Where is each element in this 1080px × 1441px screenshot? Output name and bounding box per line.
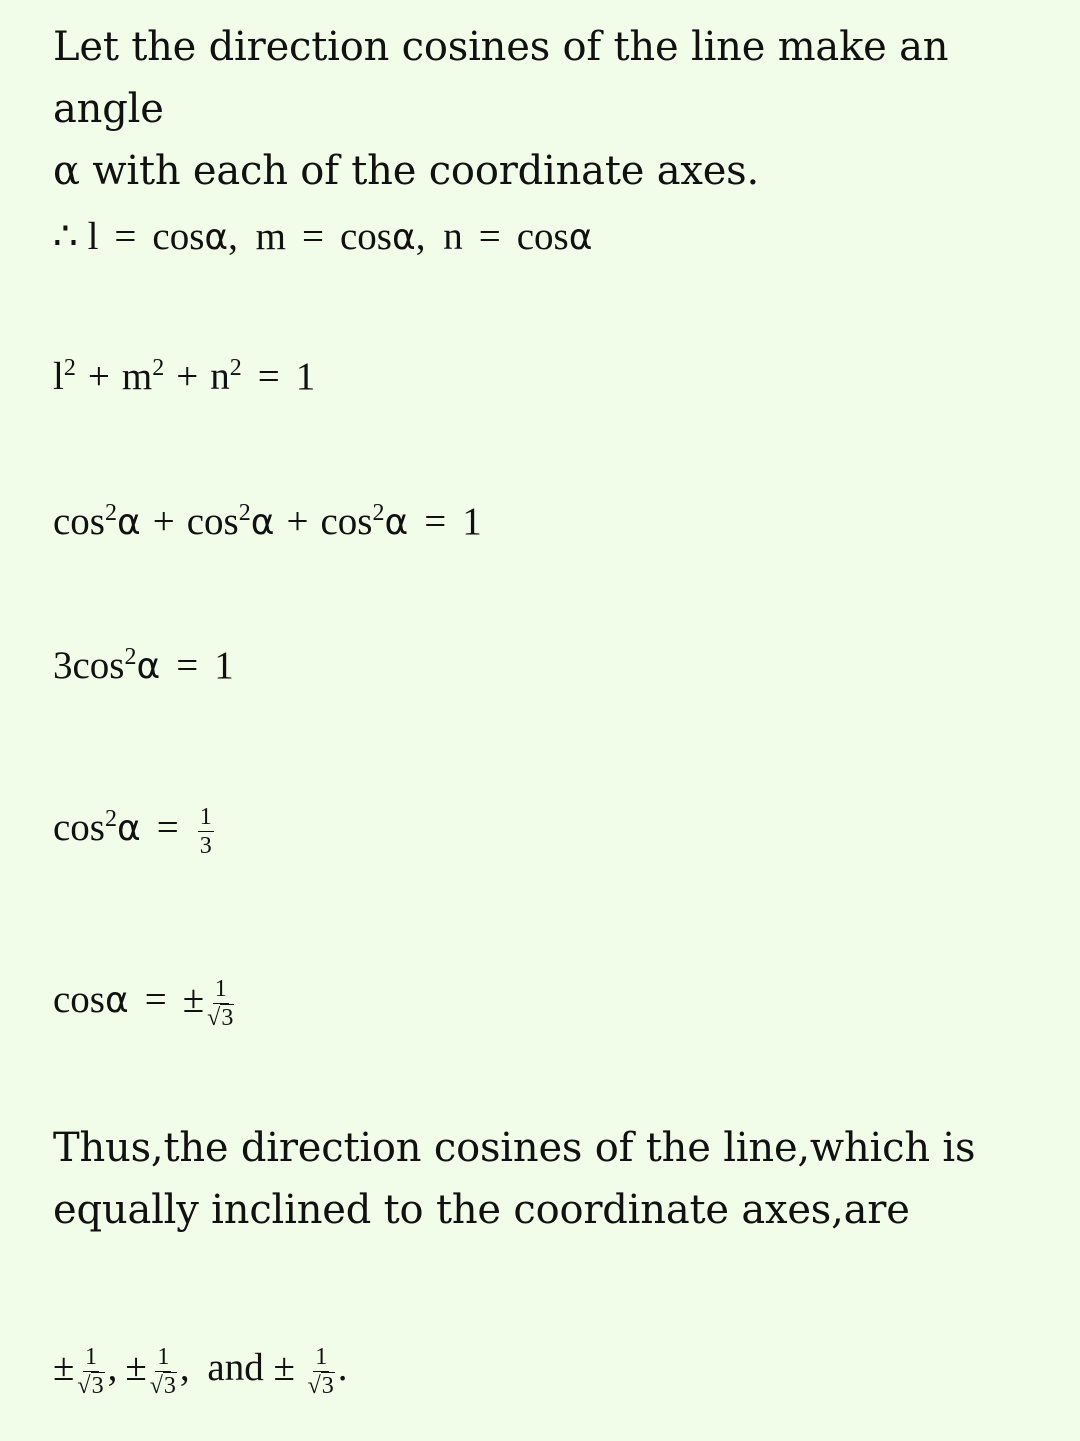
exponent: 2 [152,355,165,381]
and-text: and [207,1346,264,1389]
cos-text: cos [152,215,205,258]
numerator: 1 [199,803,212,830]
plus-sign: + [286,500,309,543]
comma: , [179,1346,190,1389]
var-m: m [255,215,286,258]
radical-sign: √ [149,1372,163,1399]
exponent: 2 [105,806,117,832]
cos-text: cos [340,215,392,258]
sqrt-symbol [308,1374,335,1398]
alpha-symbol: α [117,808,141,849]
sqrt-symbol [150,1374,177,1398]
comma: , [228,215,238,258]
var-l: l [87,215,99,258]
conclusion-line-1: Thus,the direction cosines of the line,which is [53,1125,976,1171]
alpha-symbol: α [117,502,141,543]
intro-line-1: Let the direction cosines of the line make an angle [53,24,949,132]
exponent: 2 [105,500,117,526]
intro-line-2: α with each of the coordinate axes. [53,148,760,194]
radical-sign: √ [207,1004,221,1031]
cos-text: cos [516,215,569,258]
cos-text: cos [53,500,105,543]
exponent: 2 [63,355,76,381]
equation-cos-squared [53,803,217,858]
equation-sum-squares [53,352,315,402]
therefore-symbol: ∴ [53,215,78,258]
var-m: m [121,355,153,398]
plus-minus-sign: ± [182,978,205,1021]
alpha-symbol: α [136,646,161,687]
intro-paragraph [53,16,1043,202]
var-n: n [443,215,463,258]
equation-cos-sum [53,497,482,548]
numerator: 1 [84,1343,97,1370]
cos-text: cos [186,500,239,543]
plus-minus-sign: ± [53,1346,75,1389]
one: 1 [462,500,482,543]
one: 1 [295,355,316,398]
fraction-one-over-root-three [207,977,234,1030]
equation-final-answer [53,1343,348,1398]
period: . [337,1346,348,1389]
conclusion-line-2: equally inclined to the coordinate axes,are [53,1187,910,1233]
fraction-one-over-root-three [308,1345,335,1398]
plus-minus-sign: ± [125,1346,147,1389]
one: 1 [214,644,234,687]
equation-cos-alpha [53,975,237,1030]
eq-sign: = [144,978,167,1021]
denominator [207,1004,234,1030]
exponent: 2 [229,355,242,381]
plus-sign: + [87,355,110,398]
alpha-symbol: α [250,502,275,543]
eq-sign: = [302,215,324,258]
equation-three-cos [53,641,234,692]
radicand: 3 [321,1372,334,1399]
exponent: 2 [124,644,137,670]
comma: , [107,1346,118,1389]
radical-sign: √ [307,1372,321,1399]
eq-sign: = [257,355,280,398]
eq-sign: = [424,500,447,543]
cos-text: cos [53,978,105,1021]
equation-direction-cosines [53,212,592,263]
eq-sign: = [478,215,501,258]
eq-sign: = [176,644,199,687]
sqrt-symbol [77,1374,104,1398]
conclusion-paragraph [53,1117,1043,1241]
three-cos-text: 3cos [53,644,125,687]
alpha-symbol: α [204,217,229,258]
exponent: 2 [372,500,385,526]
numerator: 1 [315,1343,328,1370]
denominator [77,1372,104,1398]
radicand: 3 [91,1372,104,1399]
fraction-one-over-root-three [77,1345,104,1398]
alpha-symbol: α [384,502,409,543]
eq-sign: = [114,215,137,258]
cos-text: cos [320,500,373,543]
alpha-symbol: α [392,217,416,258]
radicand: 3 [221,1004,234,1031]
cos-text: cos [53,806,105,849]
comma: , [415,215,426,258]
var-l: l [53,355,64,398]
denominator: 3 [199,832,212,859]
plus-minus-sign: ± [273,1346,295,1389]
plus-sign: + [152,500,175,543]
alpha-symbol: α [105,980,129,1021]
var-n: n [210,355,230,398]
plus-sign: + [176,355,199,398]
exponent: 2 [238,500,251,526]
numerator: 1 [157,1343,170,1370]
sqrt-symbol [207,1006,234,1030]
alpha-symbol: α [568,217,593,258]
fraction-one-over-root-three [150,1345,177,1398]
solution-page [53,0,1043,1441]
radical-sign: √ [77,1372,91,1399]
fraction-one-third [198,805,214,858]
denominator [308,1372,335,1398]
radicand: 3 [163,1372,176,1399]
eq-sign: = [156,806,179,849]
denominator [150,1372,177,1398]
numerator: 1 [214,975,227,1002]
